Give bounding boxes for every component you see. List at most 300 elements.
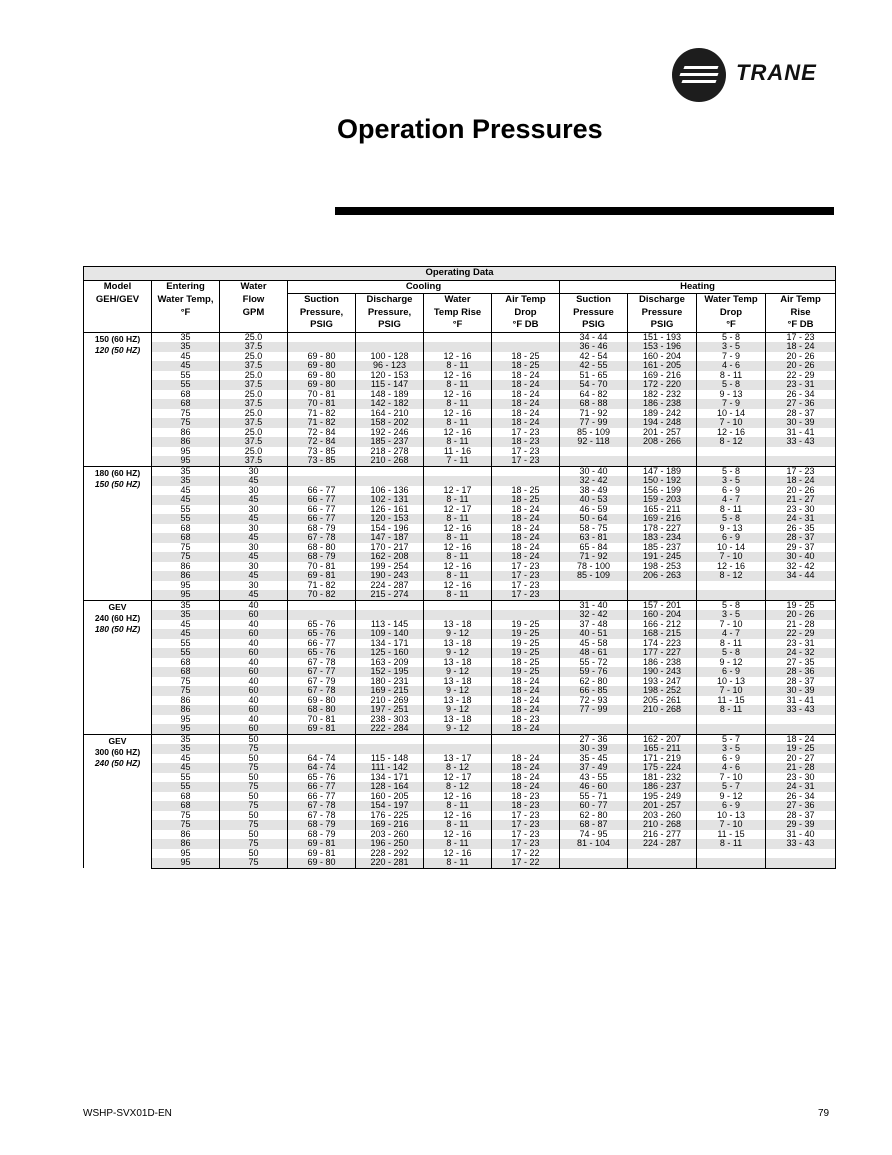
table-cell: 12 - 16 <box>424 830 492 840</box>
table-cell: 40 <box>220 677 288 687</box>
model-label: 240 (50 HZ) <box>94 757 141 768</box>
table-cell: 12 - 16 <box>424 562 492 572</box>
table-cell: 4 - 7 <box>697 495 766 505</box>
table-cell: 35 <box>152 332 220 342</box>
table-cell: 7 - 10 <box>697 418 766 428</box>
table-cell: 68 - 79 <box>288 524 356 534</box>
table-cell: 120 - 153 <box>356 371 424 381</box>
table-cell: 10 - 13 <box>697 811 766 821</box>
table-cell: 162 - 208 <box>356 552 424 562</box>
table-cell: 68 <box>152 658 220 668</box>
table-cell: 134 - 171 <box>356 773 424 783</box>
table-cell <box>697 858 766 868</box>
table-cell: 36 - 46 <box>560 342 628 352</box>
table-cell: 45 <box>220 552 288 562</box>
table-cell: 161 - 205 <box>628 361 697 371</box>
table-cell: 42 - 55 <box>560 361 628 371</box>
table-cell: 169 - 216 <box>356 820 424 830</box>
table-cell: 18 - 25 <box>492 361 560 371</box>
table-cell: 31 - 40 <box>766 830 836 840</box>
table-cell: 20 - 27 <box>766 754 836 764</box>
table-cell: 164 - 210 <box>356 409 424 419</box>
table-cell: 60 <box>220 648 288 658</box>
table-cell: 45 <box>220 476 288 486</box>
table-cell: 12 - 16 <box>424 849 492 859</box>
table-cell: 17 - 23 <box>492 562 560 572</box>
table-cell <box>492 466 560 476</box>
table-cell: 157 - 201 <box>628 600 697 610</box>
table-cell: 18 - 23 <box>492 437 560 447</box>
table-cell: 55 <box>152 648 220 658</box>
table-cell: 72 - 84 <box>288 437 356 447</box>
table-cell: 106 - 136 <box>356 486 424 496</box>
table-cell: 95 <box>152 849 220 859</box>
table-cell <box>697 581 766 591</box>
table-cell: 201 - 257 <box>628 801 697 811</box>
table-cell: 5 - 8 <box>697 600 766 610</box>
table-cell: 30 <box>220 543 288 553</box>
table-cell: 8 - 11 <box>697 705 766 715</box>
table-cell: 75 <box>152 811 220 821</box>
table-cell: 27 - 35 <box>766 658 836 668</box>
table-cell: 9 - 12 <box>424 705 492 715</box>
table-cell: 68 <box>152 399 220 409</box>
table-cell <box>560 715 628 725</box>
table-cell: 75 <box>152 418 220 428</box>
table-cell: 151 - 193 <box>628 332 697 342</box>
table-cell: 18 - 24 <box>766 734 836 744</box>
model-label: 180 (50 HZ) <box>94 623 141 634</box>
table-cell: 19 - 25 <box>766 744 836 754</box>
header-heating-air-1: Air Temp <box>766 294 836 307</box>
table-cell <box>766 724 836 734</box>
table-cell: 60 <box>220 705 288 715</box>
table-cell: 78 - 100 <box>560 562 628 572</box>
table-cell: 60 <box>220 610 288 620</box>
table-cell: 40 <box>220 715 288 725</box>
table-cell: 73 - 85 <box>288 447 356 457</box>
table-cell: 69 - 80 <box>288 696 356 706</box>
table-cell: 75 <box>220 744 288 754</box>
table-cell: 18 - 24 <box>492 773 560 783</box>
table-cell: 205 - 261 <box>628 696 697 706</box>
brand-name: TRANE <box>736 60 817 85</box>
table-cell: 22 - 29 <box>766 629 836 639</box>
table-cell: 17 - 23 <box>492 820 560 830</box>
table-cell: 37.5 <box>220 380 288 390</box>
table-cell: 69 - 81 <box>288 724 356 734</box>
table-cell: 17 - 23 <box>492 590 560 600</box>
header-cooling-discharge-3: PSIG <box>356 319 424 332</box>
table-cell: 166 - 212 <box>628 620 697 630</box>
table-cell: 18 - 24 <box>766 342 836 352</box>
table-cell: 37.5 <box>220 399 288 409</box>
table-cell: 69 - 80 <box>288 380 356 390</box>
model-cell <box>84 332 152 466</box>
table-cell: 6 - 9 <box>697 486 766 496</box>
table-cell: 55 <box>152 639 220 649</box>
table-cell <box>560 581 628 591</box>
table-cell: 69 - 81 <box>288 839 356 849</box>
header-cooling-water-1: Water <box>424 294 492 307</box>
table-cell: 95 <box>152 456 220 466</box>
table-cell: 186 - 238 <box>628 399 697 409</box>
table-cell: 25.0 <box>220 352 288 362</box>
table-cell: 147 - 189 <box>628 466 697 476</box>
table-cell: 45 <box>152 352 220 362</box>
table-cell <box>628 581 697 591</box>
table-cell: 31 - 40 <box>560 600 628 610</box>
table-cell: 45 <box>152 763 220 773</box>
model-cell <box>84 600 152 734</box>
table-cell: 75 <box>152 820 220 830</box>
table-cell: 163 - 209 <box>356 658 424 668</box>
table-cell: 8 - 11 <box>424 361 492 371</box>
table-cell: 68 - 79 <box>288 820 356 830</box>
table-cell: 197 - 251 <box>356 705 424 715</box>
table-cell: 66 - 77 <box>288 639 356 649</box>
model-cell <box>84 734 152 868</box>
header-heating-discharge-2: Pressure <box>628 307 697 320</box>
table-cell: 186 - 238 <box>628 658 697 668</box>
table-cell: 9 - 13 <box>697 524 766 534</box>
table-cell: 162 - 207 <box>628 734 697 744</box>
table-cell: 191 - 245 <box>628 552 697 562</box>
table-cell: 68 <box>152 533 220 543</box>
header-heating-air-3: °F DB <box>766 319 836 332</box>
table-cell: 11 - 15 <box>697 696 766 706</box>
table-cell <box>560 447 628 457</box>
table-cell: 18 - 25 <box>492 495 560 505</box>
table-row <box>84 590 836 600</box>
table-cell: 71 - 82 <box>288 418 356 428</box>
table-cell <box>288 466 356 476</box>
table-cell: 50 <box>220 734 288 744</box>
table-cell: 3 - 5 <box>697 342 766 352</box>
table-cell: 13 - 18 <box>424 639 492 649</box>
table-cell: 45 - 58 <box>560 639 628 649</box>
table-cell <box>766 590 836 600</box>
trane-logo <box>672 48 832 104</box>
table-cell: 33 - 43 <box>766 839 836 849</box>
table-cell: 95 <box>152 715 220 725</box>
table-cell: 68 - 80 <box>288 705 356 715</box>
table-cell: 72 - 93 <box>560 696 628 706</box>
table-cell: 180 - 231 <box>356 677 424 687</box>
table-cell <box>492 600 560 610</box>
table-cell: 63 - 81 <box>560 533 628 543</box>
table-cell: 206 - 263 <box>628 571 697 581</box>
table-cell: 28 - 37 <box>766 677 836 687</box>
table-cell: 13 - 18 <box>424 658 492 668</box>
table-cell: 4 - 6 <box>697 361 766 371</box>
table-cell: 210 - 269 <box>356 696 424 706</box>
table-cell: 30 <box>220 486 288 496</box>
table-cell: 5 - 8 <box>697 514 766 524</box>
table-cell: 201 - 257 <box>628 428 697 438</box>
model-label: 150 (50 HZ) <box>94 478 141 489</box>
table-cell: 27 - 36 <box>766 399 836 409</box>
table-cell: 37.5 <box>220 342 288 352</box>
table-cell: 67 - 78 <box>288 801 356 811</box>
table-cell: 228 - 292 <box>356 849 424 859</box>
table-cell: 24 - 32 <box>766 648 836 658</box>
table-cell: 17 - 23 <box>492 447 560 457</box>
table-cell: 37 - 49 <box>560 763 628 773</box>
table-cell: 86 <box>152 428 220 438</box>
table-cell: 17 - 23 <box>492 811 560 821</box>
table-cell: 18 - 24 <box>492 677 560 687</box>
table-cell: 6 - 9 <box>697 801 766 811</box>
header-cooling-air-2: Drop <box>492 307 560 320</box>
table-cell: 70 - 81 <box>288 562 356 572</box>
table-cell: 25.0 <box>220 447 288 457</box>
table-cell: 115 - 148 <box>356 754 424 764</box>
table-cell: 50 <box>220 792 288 802</box>
table-cell: 65 - 76 <box>288 648 356 658</box>
header-cooling-discharge-2: Pressure, <box>356 307 424 320</box>
table-cell: 34 - 44 <box>560 332 628 342</box>
table-cell: 208 - 266 <box>628 437 697 447</box>
table-cell: 19 - 25 <box>766 600 836 610</box>
table-cell: 55 - 71 <box>560 792 628 802</box>
table-cell: 35 <box>152 600 220 610</box>
table-cell: 45 <box>220 590 288 600</box>
table-cell: 86 <box>152 839 220 849</box>
table-cell: 177 - 227 <box>628 648 697 658</box>
table-cell: 203 - 260 <box>356 830 424 840</box>
table-cell: 17 - 22 <box>492 858 560 868</box>
table-cell: 8 - 11 <box>697 839 766 849</box>
table-cell: 9 - 12 <box>424 724 492 734</box>
header-flow-1: Water <box>220 280 288 294</box>
table-cell: 17 - 23 <box>492 571 560 581</box>
table-cell: 12 - 17 <box>424 505 492 515</box>
table-cell: 8 - 11 <box>424 801 492 811</box>
table-cell: 46 - 59 <box>560 505 628 515</box>
table-cell: 34 - 44 <box>766 571 836 581</box>
table-cell: 66 - 77 <box>288 514 356 524</box>
table-cell: 17 - 23 <box>766 332 836 342</box>
table-cell: 170 - 217 <box>356 543 424 553</box>
table-cell: 37.5 <box>220 456 288 466</box>
table-cell: 12 - 16 <box>697 428 766 438</box>
table-cell: 7 - 9 <box>697 352 766 362</box>
table-cell: 66 - 77 <box>288 495 356 505</box>
table-cell: 45 <box>152 486 220 496</box>
table-cell: 158 - 202 <box>356 418 424 428</box>
table-cell: 13 - 18 <box>424 715 492 725</box>
table-cell: 220 - 281 <box>356 858 424 868</box>
table-cell: 22 - 29 <box>766 371 836 381</box>
header-cooling-suction-1: Suction <box>288 294 356 307</box>
table-cell: 32 - 42 <box>560 476 628 486</box>
table-cell: 27 - 36 <box>560 734 628 744</box>
table-cell: 68 - 79 <box>288 552 356 562</box>
table-cell: 125 - 160 <box>356 648 424 658</box>
table-cell: 5 - 8 <box>697 466 766 476</box>
table-cell: 21 - 28 <box>766 763 836 773</box>
table-cell: 128 - 164 <box>356 782 424 792</box>
table-cell: 18 - 25 <box>492 352 560 362</box>
table-cell <box>628 858 697 868</box>
table-cell: 17 - 23 <box>766 466 836 476</box>
table-cell: 7 - 10 <box>697 620 766 630</box>
table-cell: 23 - 30 <box>766 773 836 783</box>
table-cell <box>628 590 697 600</box>
table-cell: 45 <box>220 571 288 581</box>
table-cell: 8 - 12 <box>697 571 766 581</box>
table-cell: 8 - 11 <box>424 533 492 543</box>
table-cell: 18 - 24 <box>492 380 560 390</box>
table-cell: 9 - 13 <box>697 390 766 400</box>
table-cell: 169 - 215 <box>356 686 424 696</box>
table-cell: 30 <box>220 505 288 515</box>
table-cell: 9 - 12 <box>424 629 492 639</box>
table-cell: 75 <box>152 543 220 553</box>
table-cell: 154 - 197 <box>356 801 424 811</box>
table-cell: 9 - 12 <box>424 686 492 696</box>
table-cell: 8 - 11 <box>424 399 492 409</box>
table-cell: 77 - 99 <box>560 418 628 428</box>
table-cell: 67 - 79 <box>288 677 356 687</box>
table-cell: 18 - 24 <box>492 705 560 715</box>
table-cell: 45 <box>220 495 288 505</box>
table-cell: 7 - 9 <box>697 399 766 409</box>
table-cell: 77 - 99 <box>560 705 628 715</box>
table-cell: 190 - 243 <box>356 571 424 581</box>
table-cell: 18 - 24 <box>492 552 560 562</box>
table-cell: 55 <box>152 773 220 783</box>
table-cell: 55 <box>152 514 220 524</box>
table-cell: 25.0 <box>220 371 288 381</box>
table-cell: 3 - 5 <box>697 476 766 486</box>
table-cell: 37.5 <box>220 418 288 428</box>
table-cell <box>560 724 628 734</box>
table-cell: 11 - 15 <box>697 830 766 840</box>
table-cell: 7 - 10 <box>697 686 766 696</box>
table-cell: 30 <box>220 562 288 572</box>
table-cell: 18 - 24 <box>492 514 560 524</box>
table-cell: 64 - 82 <box>560 390 628 400</box>
table-cell <box>356 600 424 610</box>
table-cell: 11 - 16 <box>424 447 492 457</box>
table-cell <box>356 734 424 744</box>
model-label: 150 (60 HZ) <box>94 333 141 344</box>
table-cell <box>492 734 560 744</box>
table-cell: 150 - 192 <box>628 476 697 486</box>
table-header <box>84 267 836 333</box>
table-cell: 75 <box>152 552 220 562</box>
table-cell: 8 - 12 <box>424 782 492 792</box>
table-cell: 109 - 140 <box>356 629 424 639</box>
table-cell: 18 - 24 <box>492 409 560 419</box>
table-cell: 8 - 11 <box>697 639 766 649</box>
table-cell: 8 - 11 <box>424 552 492 562</box>
header-cooling-suction-2: Pressure, <box>288 307 356 320</box>
table-cell: 174 - 223 <box>628 639 697 649</box>
table-cell: 210 - 268 <box>356 456 424 466</box>
table-cell: 153 - 196 <box>628 342 697 352</box>
table-cell: 8 - 11 <box>697 371 766 381</box>
table-cell: 18 - 24 <box>492 782 560 792</box>
table-cell: 12 - 16 <box>424 792 492 802</box>
table-cell: 8 - 11 <box>424 839 492 849</box>
table-cell: 65 - 76 <box>288 773 356 783</box>
table-cell: 12 - 16 <box>424 811 492 821</box>
table-cell: 68 - 80 <box>288 543 356 553</box>
table-cell: 35 <box>152 466 220 476</box>
table-cell: 195 - 249 <box>628 792 697 802</box>
page-title: Operation Pressures <box>337 114 603 144</box>
table-cell: 18 - 23 <box>492 792 560 802</box>
table-cell: 86 <box>152 705 220 715</box>
table-cell <box>697 715 766 725</box>
header-cooling-discharge-1: Discharge <box>356 294 424 307</box>
table-cell: 40 <box>220 639 288 649</box>
table-cell <box>766 715 836 725</box>
table-cell: 12 - 17 <box>424 773 492 783</box>
table-cell: 45 <box>152 620 220 630</box>
table-cell: 75 <box>220 801 288 811</box>
table-cell: 111 - 142 <box>356 763 424 773</box>
table-cell: 35 <box>152 610 220 620</box>
table-cell <box>424 466 492 476</box>
table-cell: 17 - 22 <box>492 849 560 859</box>
table-cell <box>560 456 628 466</box>
table-cell: 147 - 187 <box>356 533 424 543</box>
table-cell: 31 - 41 <box>766 428 836 438</box>
header-heating-suction-3: PSIG <box>560 319 628 332</box>
table-cell: 28 - 37 <box>766 409 836 419</box>
table-cell: 68 <box>152 524 220 534</box>
table-cell: 23 - 31 <box>766 380 836 390</box>
table-cell <box>697 447 766 457</box>
table-cell: 19 - 25 <box>492 667 560 677</box>
table-cell: 92 - 118 <box>560 437 628 447</box>
operating-data-table-container <box>83 266 835 869</box>
table-cell: 12 - 16 <box>424 543 492 553</box>
table-cell: 25.0 <box>220 332 288 342</box>
table-cell: 70 - 82 <box>288 590 356 600</box>
model-label: 300 (60 HZ) <box>94 746 141 757</box>
table-cell: 45 <box>152 754 220 764</box>
table-cell: 45 <box>152 495 220 505</box>
table-cell: 37 - 48 <box>560 620 628 630</box>
table-cell <box>628 715 697 725</box>
table-cell: 60 <box>220 629 288 639</box>
table-cell: 29 - 39 <box>766 820 836 830</box>
table-cell: 86 <box>152 696 220 706</box>
table-cell: 8 - 11 <box>424 858 492 868</box>
table-cell: 218 - 278 <box>356 447 424 457</box>
table-cell: 45 <box>152 361 220 371</box>
table-cell: 60 <box>220 686 288 696</box>
table-cell <box>766 849 836 859</box>
table-cell <box>628 456 697 466</box>
table-cell: 6 - 9 <box>697 667 766 677</box>
table-cell: 12 - 16 <box>424 409 492 419</box>
table-cell: 51 - 65 <box>560 371 628 381</box>
table-cell: 19 - 25 <box>492 629 560 639</box>
table-cell <box>424 734 492 744</box>
table-cell: 66 - 77 <box>288 782 356 792</box>
header-cooling-air-1: Air Temp <box>492 294 560 307</box>
table-cell: 215 - 274 <box>356 590 424 600</box>
table-cell: 8 - 11 <box>424 380 492 390</box>
table-cell: 156 - 199 <box>628 486 697 496</box>
table-cell: 72 - 84 <box>288 428 356 438</box>
